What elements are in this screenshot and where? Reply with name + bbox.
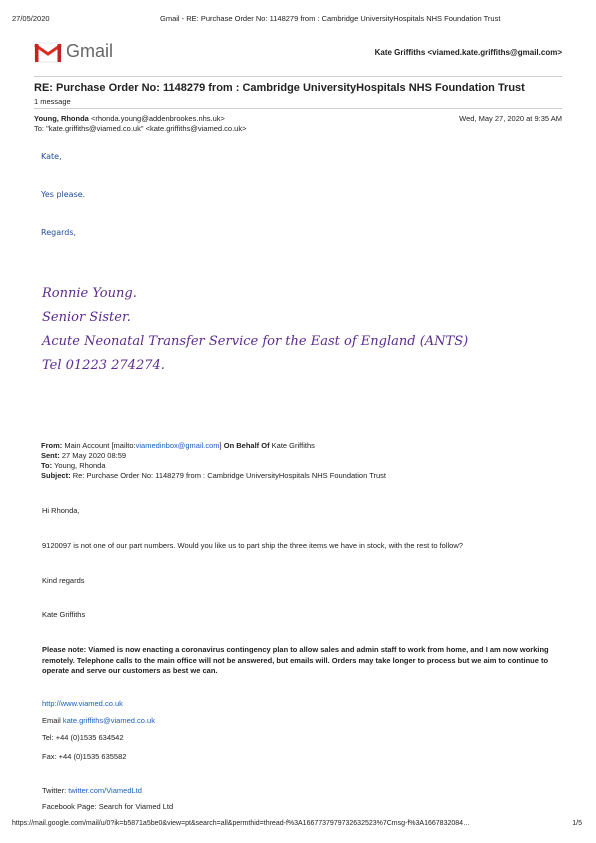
email-line bbox=[42, 716, 155, 725]
forwarded-to bbox=[41, 461, 106, 470]
contingency-note: Please note: Viamed is now enacting a coronavirus contingency plan to allow sales and admin staff to work from home, and I am now working remotely. Telephone calls to the main office will not be answered, but emails will. Orders may take longer to process but we aim to continue to operate and serve our customers as best we can. bbox=[42, 645, 549, 675]
subject-divider bbox=[34, 108, 562, 109]
message-date: Wed, May 27, 2020 at 9:35 AM bbox=[459, 114, 562, 123]
reply-regards: Regards, bbox=[41, 228, 77, 237]
twitter-line bbox=[42, 786, 142, 795]
forwarded-from-value: Main Account [mailto: bbox=[64, 441, 136, 450]
forwarded-sent bbox=[41, 451, 126, 460]
thread-subject: RE: Purchase Order No: 1148279 from : Cambridge UniversityHospitals NHS Foundation Trust bbox=[34, 82, 525, 94]
signature-service: Acute Neonatal Transfer Service for the East of England (ANTS) bbox=[42, 334, 469, 349]
tel-line: Tel: +44 (0)1535 634542 bbox=[42, 733, 124, 742]
signature-name: Ronnie Young. bbox=[42, 286, 137, 301]
subject-value: Re: Purchase Order No: 1148279 from : Cambridge UniversityHospitals NHS Foundation Trust bbox=[72, 471, 387, 480]
email-link[interactable]: kate.griffiths@viamed.co.uk bbox=[62, 716, 155, 725]
page-number: 1/5 bbox=[572, 820, 582, 827]
header-divider bbox=[34, 76, 562, 77]
sender-name: Young, Rhonda bbox=[34, 114, 89, 123]
forwarded-subject bbox=[41, 471, 386, 480]
message-count: 1 message bbox=[34, 97, 71, 106]
signature-title: Senior Sister. bbox=[42, 310, 131, 325]
gmail-logo-icon bbox=[34, 41, 62, 63]
forwarded-name: Kate Griffiths bbox=[42, 610, 86, 619]
to-value: Young, Rhonda bbox=[54, 461, 106, 470]
website-link[interactable]: http://www.viamed.co.uk bbox=[42, 699, 123, 708]
to-label: To: bbox=[41, 461, 53, 470]
reply-text: Yes please. bbox=[41, 190, 86, 199]
twitter-link[interactable]: twitter.com/ViamedLtd bbox=[68, 786, 142, 795]
forwarded-from-label: From: bbox=[41, 441, 63, 450]
forwarded-from-bracket: ] bbox=[219, 441, 222, 450]
forwarded-body: 9120097 is not one of our part numbers. Would you like us to part ship the three items we have in stock, with the rest to follow? bbox=[42, 541, 463, 550]
gmail-wordmark: Gmail bbox=[66, 41, 114, 61]
fax-line: Fax: +44 (0)1535 635582 bbox=[42, 752, 127, 761]
print-date: 27/05/2020 bbox=[12, 14, 50, 23]
sent-label: Sent: bbox=[41, 451, 60, 460]
sender-email: <rhonda.young@addenbrookes.nhs.uk> bbox=[90, 114, 225, 123]
print-url: https://mail.google.com/mail/u/0?ik=b5871a5be0&view=pt&search=all&permthid=thread-f%3A1667737979732632523%7Cmsg-f%3A1667832084… bbox=[12, 820, 471, 827]
email-label: Email bbox=[42, 716, 61, 725]
twitter-label: Twitter: bbox=[42, 786, 67, 795]
forwarded-from bbox=[41, 441, 315, 450]
subject-label: Subject: bbox=[41, 471, 71, 480]
account-label: Kate Griffiths <viamed.kate.griffiths@gmail.com> bbox=[374, 48, 562, 57]
forwarded-from-link[interactable]: viamedinbox@gmail.com bbox=[135, 441, 220, 450]
on-behalf-value: Kate Griffiths bbox=[271, 441, 315, 450]
print-title: Gmail - RE: Purchase Order No: 1148279 from : Cambridge UniversityHospitals NHS Foundation Trust bbox=[160, 14, 501, 23]
signature-phone: Tel 01223 274274. bbox=[42, 358, 165, 373]
reply-greeting: Kate, bbox=[41, 152, 62, 161]
forwarded-closing: Kind regards bbox=[42, 576, 85, 585]
facebook-line: Facebook Page: Search for Viamed Ltd bbox=[42, 802, 174, 811]
forwarded-greeting: Hi Rhonda, bbox=[42, 506, 80, 515]
on-behalf-label: On Behalf Of bbox=[223, 441, 270, 450]
sender-line bbox=[34, 114, 225, 123]
recipient-line: To: "kate.griffiths@viamed.co.uk" <kate.griffiths@viamed.co.uk> bbox=[34, 124, 247, 133]
sent-value: 27 May 2020 08:59 bbox=[61, 451, 127, 460]
